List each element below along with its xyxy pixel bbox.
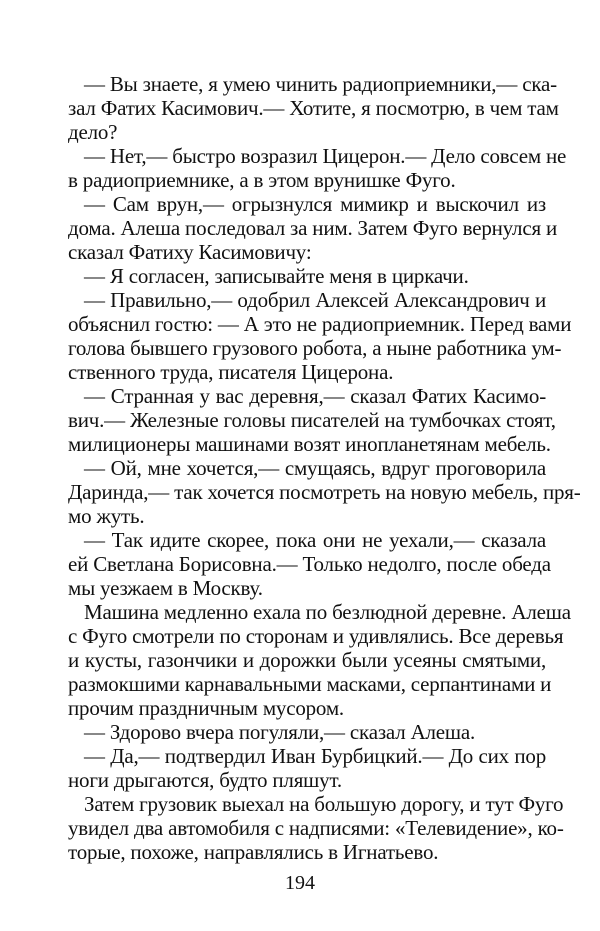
- text-line: — Странная у вас деревня,— сказал Фатих Касимо-: [84, 384, 546, 408]
- text-line: — Вы знаете, я умею чинить радиоприемники,— ска-: [84, 72, 557, 96]
- text-line: — Сам врун,— огрызнулся мимикр и выскочил из: [84, 192, 546, 216]
- text-line: — Нет,— быстро возразил Цицерон.— Дело совсем не: [84, 144, 567, 168]
- text-line: Даринда,— так хочется посмотреть на новую мебель, пря-: [68, 480, 581, 504]
- text-line: мы уезжаем в Москву.: [68, 576, 263, 600]
- text-line: милиционеры машинами возят инопланетянам мебель.: [68, 432, 551, 456]
- text-line: — Ой, мне хочется,— смущаясь, вдруг проговорила: [84, 456, 546, 480]
- text-line: — Здорово вчера погуляли,— сказал Алеша.: [84, 720, 476, 744]
- page-number: 194: [285, 872, 315, 894]
- text-line: прочим праздничным мусором.: [68, 696, 344, 720]
- text-line: — Правильно,— одобрил Алексей Александрович и: [84, 288, 546, 312]
- text-line: с Фуго смотрели по сторонам и удивлялись. Все деревья: [68, 624, 564, 648]
- text-line: в радиоприемнике, а в этом врунишке Фуго.: [68, 168, 456, 192]
- text-line: сказал Фатиху Касимовичу:: [68, 240, 312, 264]
- text-line: ей Светлана Борисовна.— Только недолго, после обеда: [68, 552, 551, 576]
- text-line: — Так идите скорее, пока они не уехали,— сказала: [84, 528, 546, 552]
- text-line: голова бывшего грузового робота, а ныне работника ум-: [68, 336, 562, 360]
- text-line: — Да,— подтвердил Иван Бурбицкий.— До сих пор: [84, 744, 546, 768]
- text-line: ноги дрыгаются, будто пляшут.: [68, 768, 342, 792]
- text-line: вич.— Железные головы писателей на тумбочках стоят,: [68, 408, 556, 432]
- text-line: ственного труда, писателя Цицерона.: [68, 360, 394, 384]
- text-line: увидел два автомобиля с надписями: «Телевидение», ко-: [68, 816, 564, 840]
- text-line: дома. Алеша последовал за ним. Затем Фуго вернулся и: [68, 216, 557, 240]
- text-line: зал Фатих Касимович.— Хотите, я посмотрю, в чем там: [68, 96, 559, 120]
- text-line: Затем грузовик выехал на большую дорогу, и тут Фуго: [84, 792, 564, 816]
- text-line: Машина медленно ехала по безлюдной деревне. Алеша: [84, 600, 571, 624]
- text-line: объяснил гостю: — А это не радиоприемник. Перед вами: [68, 312, 572, 336]
- text-line: размокшими карнавальными масками, серпантинами и: [68, 672, 552, 696]
- text-line: и кусты, газончики и дорожки были усеяны смятыми,: [68, 648, 546, 672]
- text-line: дело?: [68, 120, 118, 144]
- text-line: — Я согласен, записывайте меня в циркачи.: [84, 264, 469, 288]
- text-line: мо жуть.: [68, 504, 145, 528]
- text-line: торые, похоже, направлялись в Игнатьево.: [68, 840, 439, 864]
